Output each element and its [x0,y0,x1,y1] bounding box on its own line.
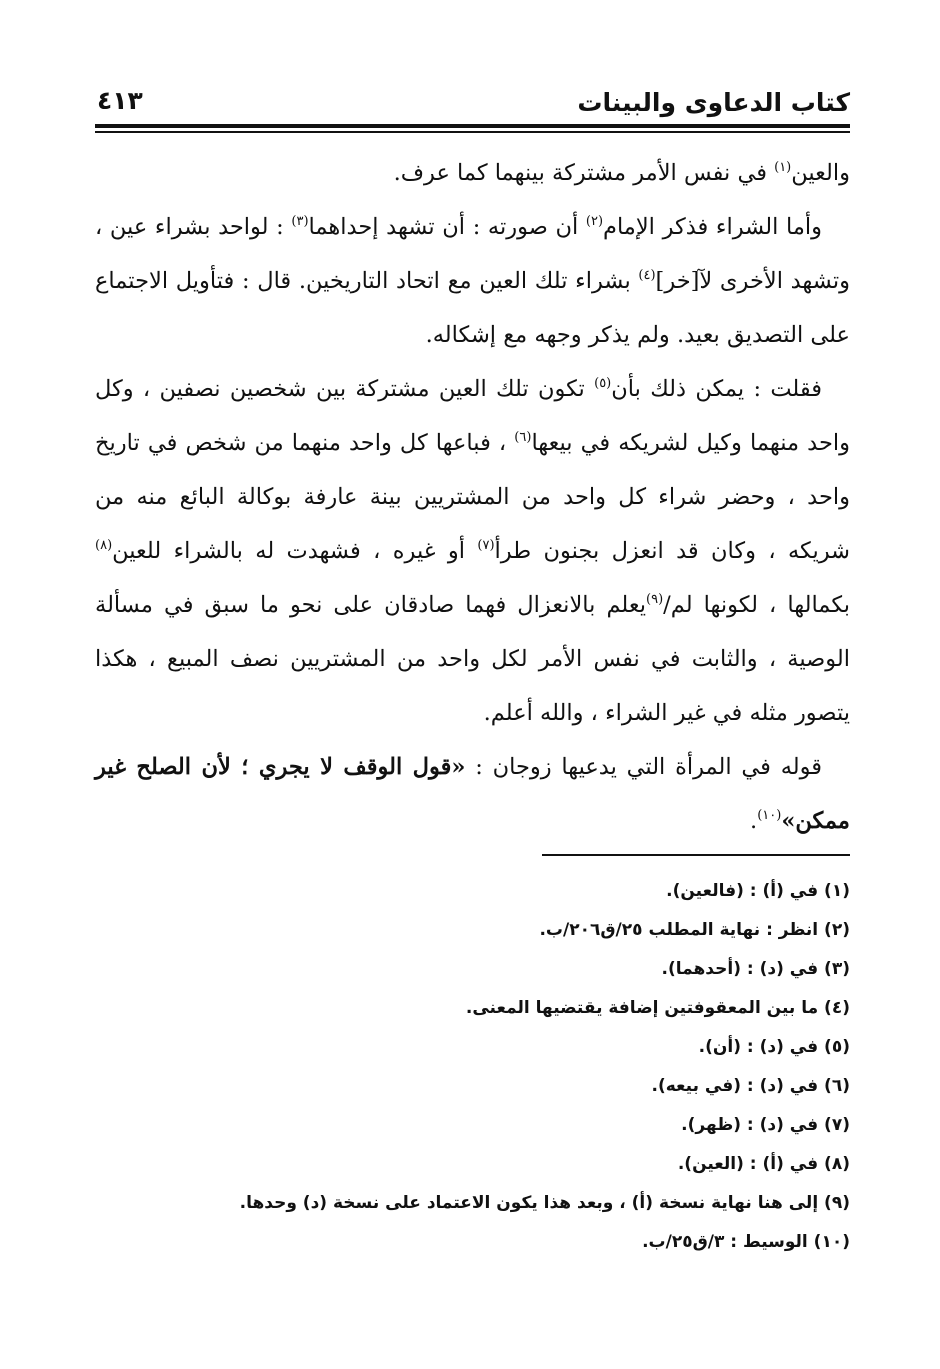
quoted-text: «قول الوقف لا يجري ؛ لأن الصلح غير ممكن» [95,754,850,834]
footnote-ref: (٥) [594,376,612,391]
footnote-ref: (٣) [291,214,309,229]
footnote-item: (٨) في (أ) : (العين). [677,1154,850,1174]
header-rule-thin [95,131,850,133]
footnote-ref: (٩) [646,592,664,607]
footnote-item: (١٠) الوسيط : ٣/ق٢٥/ب. [642,1232,850,1252]
header-rule-thick [95,124,850,128]
running-header [95,86,850,126]
footnote-item: (١) في (أ) : (فالعين). [666,881,850,901]
paragraph-2: وأما الشراء فذكر الإمام$^{(٢)}$ أن صورته : أن تشهد إحداهما$^{(٣)}$ : لواحد بشراء عين ، وتشهد الأخرى لآ[خر]$^{(٤)}$ بشراء تلك العين مع اتحاد التاريخين. قال : فتأويل الاجتماع على التصديق بعيد. ولم يذكر وجهه مع إشكاله. [95,214,850,348]
book-title: كتاب الدعاوى والبينات [577,88,850,117]
footnote-item: (٩) إلى هنا نهاية نسخة (أ) ، وبعد هذا يكون الاعتماد على نسخة (د) وحدها. [239,1193,850,1213]
footnote-ref: (٦) [514,430,532,445]
footnote-ref: (٧) [477,538,495,553]
footnote-item: (٧) في (د) : (ظهر). [681,1115,850,1135]
footnote-ref: (٤) [638,268,656,283]
footnote-item: (٢) انظر : نهاية المطلب ٢٥/ق٢٠٦/ب. [539,920,850,940]
footnote-ref: (٢) [585,214,604,229]
main-text [95,146,850,848]
footnote-ref: (٨) [95,538,113,553]
paragraph-1: والعين$^{(١)}$ في نفس الأمر مشتركة بينهما كما عرف. [393,160,850,186]
footnote-item: (٣) في (د) : (أحدهما). [661,959,850,979]
footnote-ref: (١) [774,160,792,175]
paragraph-4: قوله في المرأة التي يدعيها زوجان : «قول الوقف لا يجري ؛ لأن الصلح غير ممكن»$^{(١٠)}$. [95,754,850,834]
page-number: ٤١٣ [97,86,143,115]
footnote-ref: (١٠) [757,808,782,823]
footnote-item: (٦) في (د) : (في بيعه). [651,1076,850,1096]
footnote-item: (٥) في (د) : (أن). [698,1037,850,1057]
footnotes [95,872,850,1262]
footnote-item: (٤) ما بين المعقوفتين إضافة يقتضيها المعنى. [465,998,850,1018]
footnote-separator [542,854,850,856]
paragraph-3: فقلت : يمكن ذلك بأن$^{(٥)}$ تكون تلك العين مشتركة بين شخصين نصفين ، وكل واحد منهما وكيل لشريكه في بيعها$^{(٦)}$ ، فباعها كل واحد منهما من شخص في تاريخ واحد ، وحضر شراء كل واحد من المشتريين بينة عارفة بوكالة البائع منه من شريكه ، وكان قد انعزل بجنون طرأ$^{(٧)}$ أو غيره ، فشهدت له بالشراء للعين$^{(٨)}$ بكمالها ، لكونها لم/$^{(٩)}$يعلم بالانعزال فهما صادقان على نحو ما سبق في مسألة الوصية ، والثابت في نفس الأمر لكل واحد من المشتريين نصف المبيع ، هكذا يتصور مثله في غير الشراء ، والله أعلم. [95,376,851,726]
